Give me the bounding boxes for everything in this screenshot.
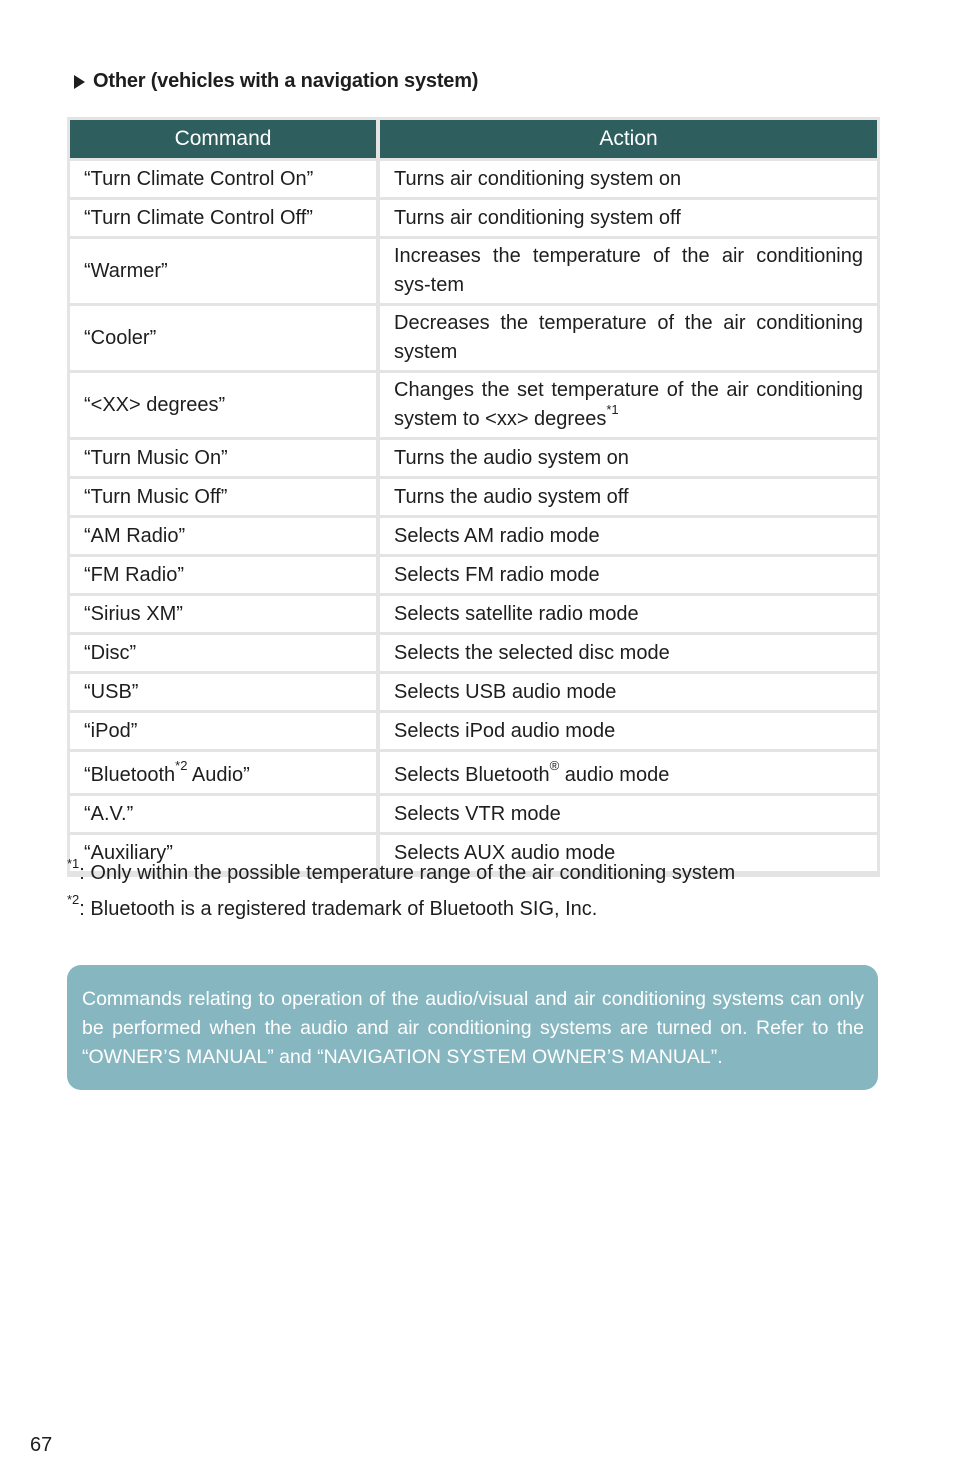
footnote-marker: *1	[67, 856, 80, 872]
command-cell: “Turn Music Off”	[70, 479, 380, 515]
action-cell	[380, 752, 877, 793]
action-cell: Selects FM radio mode	[380, 557, 877, 593]
table-row	[70, 373, 877, 437]
footnotes	[67, 856, 887, 932]
action-cell: Turns air conditioning system off	[380, 200, 877, 236]
section-heading	[74, 70, 478, 93]
footnote	[67, 892, 887, 922]
action-cell	[380, 373, 877, 437]
action-text: audio mode	[559, 763, 670, 786]
table-row	[70, 479, 877, 515]
table-row	[70, 674, 877, 710]
action-cell: Decreases the temperature of the air conditioning system	[380, 306, 877, 370]
action-text: Changes the set temperature of the air conditioning system to <xx> degrees	[394, 379, 863, 430]
registered-mark: ®	[549, 757, 560, 773]
action-cell: Selects AM radio mode	[380, 518, 877, 554]
table-row	[70, 596, 877, 632]
table-row	[70, 557, 877, 593]
command-cell: “Turn Music On”	[70, 440, 380, 476]
action-cell: Turns the audio system off	[380, 479, 877, 515]
command-cell: “Sirius XM”	[70, 596, 380, 632]
table-row	[70, 518, 877, 554]
triangle-bullet-icon	[74, 75, 85, 89]
command-cell: “Turn Climate Control On”	[70, 161, 380, 197]
table-row	[70, 713, 877, 749]
action-cell: Selects VTR mode	[380, 796, 877, 832]
action-cell: Selects iPod audio mode	[380, 713, 877, 749]
footnote-text: : Only within the possible temperature range of the air conditioning system	[79, 862, 736, 884]
table-row	[70, 200, 877, 236]
footnote-ref: *1	[606, 402, 619, 418]
action-text: Selects Bluetooth	[394, 763, 550, 786]
voice-command-table	[67, 117, 880, 877]
table-row	[70, 440, 877, 476]
action-cell: Selects the selected disc mode	[380, 635, 877, 671]
table-row	[70, 796, 877, 832]
table-row	[70, 161, 877, 197]
command-cell: “Auxiliary”	[70, 835, 380, 871]
table-row	[70, 635, 877, 671]
footnote-marker: *2	[67, 892, 80, 908]
command-cell: “A.V.”	[70, 796, 380, 832]
table-header-row	[70, 120, 877, 158]
page-number: 67	[30, 1434, 53, 1456]
command-cell: “USB”	[70, 674, 380, 710]
footnote-text: : Bluetooth is a registered trademark of Bluetooth SIG, Inc.	[79, 898, 598, 920]
table-row	[70, 752, 877, 793]
command-cell: “iPod”	[70, 713, 380, 749]
footnote	[67, 856, 887, 886]
command-cell: “Disc”	[70, 635, 380, 671]
table-row	[70, 306, 877, 370]
command-cell: “FM Radio”	[70, 557, 380, 593]
note-box: Commands relating to operation of the audio/visual and air conditioning systems can only be performed when the audio and air conditioning systems are turned on. Refer to the “OWNER’S MANUAL” and “NAVIGATION SYSTEM OWNER’S MANUAL”.	[67, 965, 878, 1090]
command-cell: “Warmer”	[70, 239, 380, 303]
header-action: Action	[380, 120, 877, 158]
action-cell: Increases the temperature of the air conditioning sys-tem	[380, 239, 877, 303]
action-cell: Turns the audio system on	[380, 440, 877, 476]
section-heading-text: Other (vehicles with a navigation system)	[93, 70, 479, 92]
header-command: Command	[70, 120, 380, 158]
command-cell: “<XX> degrees”	[70, 373, 380, 437]
action-cell: Selects USB audio mode	[380, 674, 877, 710]
footnote-ref: *2	[175, 757, 188, 773]
action-cell: Turns air conditioning system on	[380, 161, 877, 197]
table-row	[70, 239, 877, 303]
command-text: “Bluetooth	[84, 763, 176, 786]
command-cell	[70, 752, 380, 793]
command-text: Audio”	[187, 763, 250, 786]
command-cell: “AM Radio”	[70, 518, 380, 554]
command-cell: “Cooler”	[70, 306, 380, 370]
action-cell: Selects AUX audio mode	[380, 835, 877, 871]
command-cell: “Turn Climate Control Off”	[70, 200, 380, 236]
action-cell: Selects satellite radio mode	[380, 596, 877, 632]
